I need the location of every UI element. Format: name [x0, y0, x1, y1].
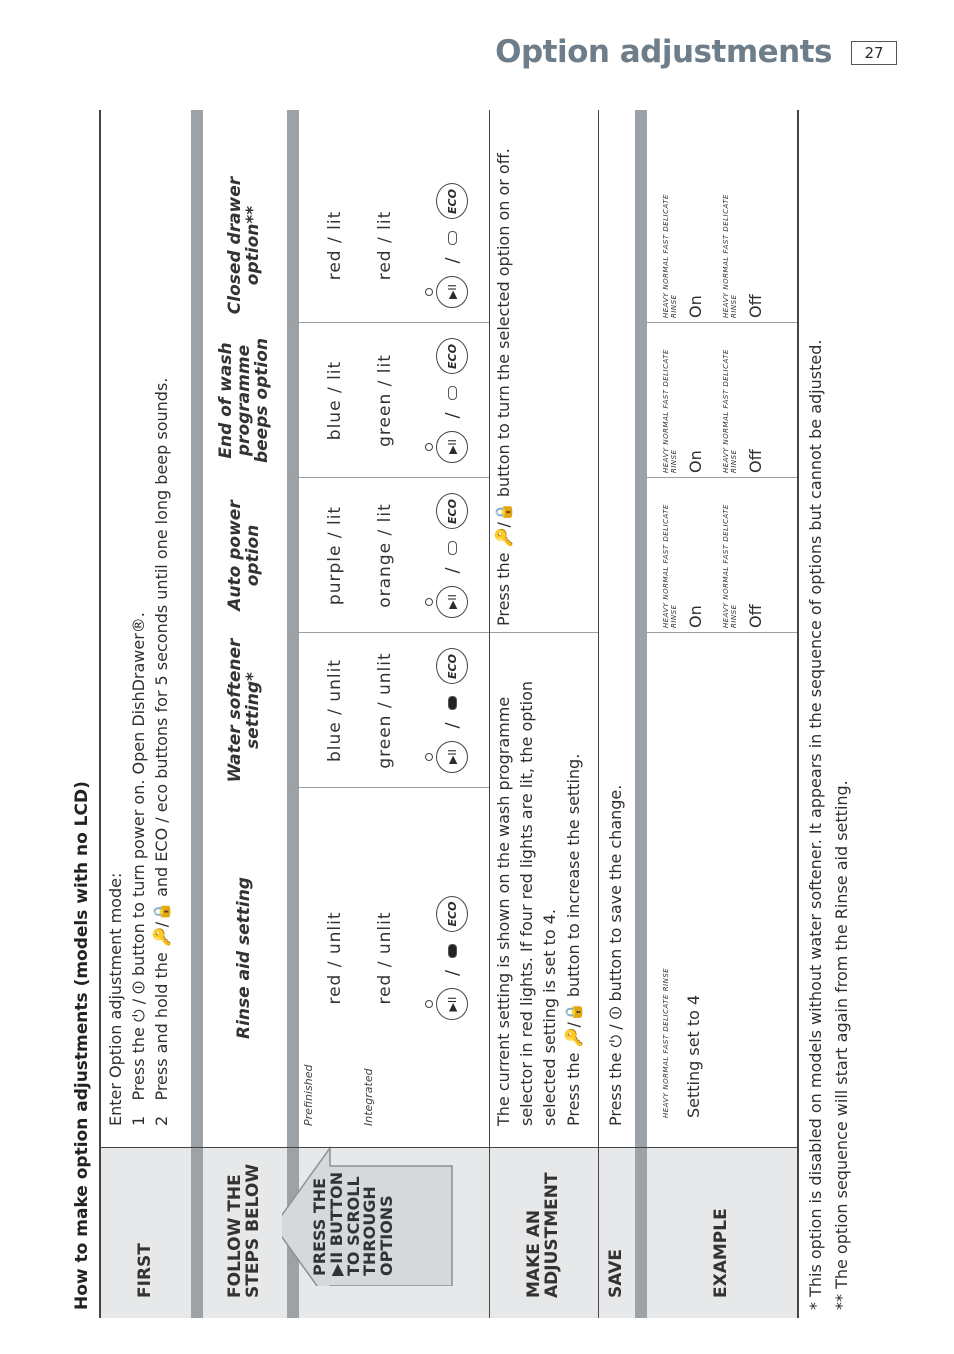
row-label-follow: FOLLOW THE STEPS BELOW	[203, 1148, 287, 1318]
eco-icon: ECO	[436, 896, 468, 932]
closeddrawer-on: On	[686, 295, 705, 318]
endbeeps-on: On	[686, 450, 705, 473]
page-title: Option adjustments	[495, 34, 832, 70]
example-setting: Setting set to 4	[684, 994, 703, 1118]
instruction-table	[72, 110, 802, 1318]
prefinished-label: Prefinished	[302, 1064, 315, 1126]
softener-off: Off	[746, 604, 765, 628]
row-label-example: EXAMPLE	[647, 1148, 797, 1318]
softener-on: On	[686, 605, 705, 628]
autopower-row2: orange / lit	[374, 503, 395, 608]
eco-icon: ECO	[436, 648, 468, 684]
led-icon	[448, 541, 457, 555]
option-header-autopower: Auto power option	[225, 500, 263, 611]
option-header-rinse: Rinse aid setting	[234, 877, 255, 1039]
eco-icon: ECO	[436, 493, 468, 529]
softener-row1: blue / unlit	[324, 659, 345, 762]
adjust-text-rinse: The current setting is shown on the wash programme selector in red lights. If four red lights are lit, the option selected setting is set to 4. Press the 🔑/🔒 button to increase the setting.	[494, 680, 583, 1126]
example-selector: HEAVY NORMAL FAST DELICATE RINSE	[662, 967, 670, 1118]
autopower-row1: purple / lit	[324, 505, 345, 606]
led-icon	[448, 944, 457, 958]
led-icon	[448, 231, 457, 245]
endbeeps-off-selector: HEAVY NORMAL FAST DELICATE RINSE	[722, 349, 738, 473]
closeddrawer-icons: ▶II / ECO	[422, 168, 482, 323]
softener-on-selector: HEAVY NORMAL FAST DELICATE RINSE	[662, 504, 678, 628]
endbeeps-on-selector: HEAVY NORMAL FAST DELICATE RINSE	[662, 349, 678, 473]
option-header-closeddrawer: Closed drawer option**	[225, 176, 263, 315]
softener-off-selector: HEAVY NORMAL FAST DELICATE RINSE	[722, 504, 738, 628]
autopower-icons: ▶II / ECO	[422, 478, 482, 633]
endbeeps-row2: green / lit	[374, 354, 395, 447]
closeddrawer-off: Off	[746, 294, 765, 318]
play-pause-icon: ▶II	[436, 741, 468, 773]
footnote-two: ** The option sequence will start again from the Rinse aid setting.	[832, 780, 851, 1310]
closeddrawer-on-selector: HEAVY NORMAL FAST DELICATE RINSE	[662, 194, 678, 318]
option-header-endbeeps: End of wash programme beeps option	[216, 337, 272, 464]
first-instructions: Enter Option adjustment mode: 1 Press the ⏻ / ⏼ button to turn power on. Open DishDrawer®. 2 Press and hold the 🔑/🔒 and ECO / eco buttons for 5 seconds until one long beep sounds.	[106, 377, 172, 1126]
endbeeps-off: Off	[746, 449, 765, 473]
led-icon	[448, 696, 457, 710]
play-pause-icon: ▶II	[436, 586, 468, 618]
eco-icon: ECO	[436, 183, 468, 219]
closeddrawer-row2: red / lit	[374, 210, 395, 281]
led-icon	[448, 386, 457, 400]
closeddrawer-off-selector: HEAVY NORMAL FAST DELICATE RINSE	[722, 194, 738, 318]
softener-row2: green / unlit	[374, 652, 395, 769]
section-heading: How to make option adjustments (models with no LCD)	[72, 781, 92, 1310]
footnote-one: * This option is disabled on models without water softener. It appears in the sequence of options but cannot be adjusted.	[806, 339, 825, 1310]
adjust-text-toggle: Press the 🔑/🔒 button to turn the selected option on or off.	[494, 148, 513, 626]
closeddrawer-row1: red / lit	[324, 210, 345, 281]
row-label-save: SAVE	[599, 1148, 635, 1318]
integrated-label: Integrated	[362, 1068, 375, 1126]
eco-icon: ECO	[436, 338, 468, 374]
play-pause-icon: ▶II	[436, 276, 468, 308]
option-header-softener: Water softener setting*	[225, 638, 263, 783]
endbeeps-row1: blue / lit	[324, 360, 345, 441]
save-text: Press the ⏻ / ⏼ button to save the change.	[606, 784, 625, 1126]
play-pause-icon: ▶II	[436, 431, 468, 463]
softener-icons: ▶II / ECO	[422, 633, 482, 788]
row-label-adjust: MAKE AN ADJUSTMENT	[490, 1148, 598, 1318]
row-label-first: FIRST	[101, 1148, 191, 1318]
rinse-row2: red / unlit	[374, 911, 395, 1005]
scroll-label-text: PRESS THE ▶II BUTTON TO SCROLL THROUGH OPTIONS	[310, 1171, 397, 1276]
page-number: 27	[851, 41, 897, 65]
play-pause-icon: ▶II	[436, 988, 468, 1020]
endbeeps-icons: ▶II / ECO	[422, 323, 482, 478]
rinse-icons: ▶II / ECO	[422, 788, 482, 1128]
rinse-row1: red / unlit	[324, 911, 345, 1005]
